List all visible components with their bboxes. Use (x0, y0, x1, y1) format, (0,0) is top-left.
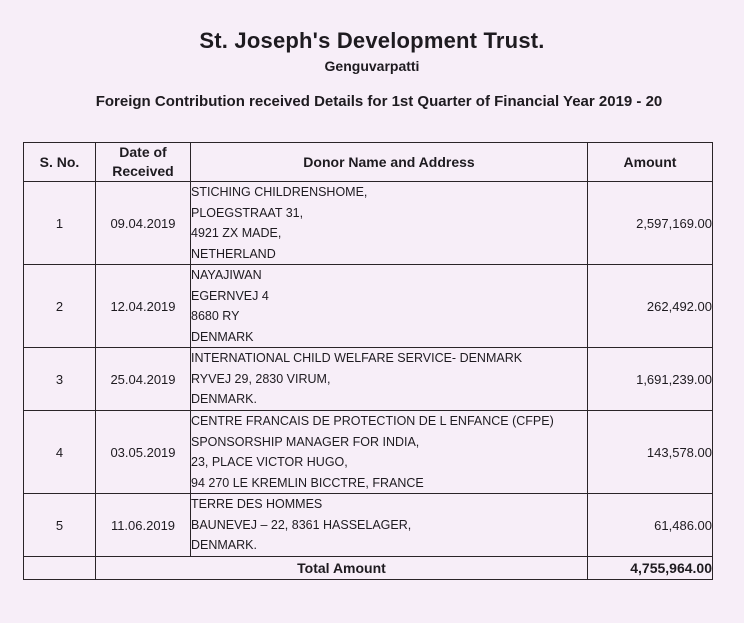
column-header-amount: Amount (588, 143, 713, 182)
row-donor (191, 494, 588, 557)
donor-line: BAUNEVEJ – 22, 8361 HASSELAGER, (191, 517, 412, 532)
donor-line: RYVEJ 29, 2830 VIRUM, (191, 371, 331, 386)
row-sno: 3 (24, 348, 96, 411)
column-header-donor: Donor Name and Address (191, 143, 588, 182)
row-amount: 262,492.00 (588, 265, 713, 348)
column-header-date (96, 143, 191, 182)
table-row (24, 265, 713, 348)
row-date: 03.05.2019 (96, 411, 191, 494)
column-header-date-line2: Received (112, 163, 174, 179)
table-row (24, 348, 713, 411)
column-header-date-line1: Date of (119, 144, 167, 160)
total-label: Total Amount (96, 557, 588, 580)
row-sno: 2 (24, 265, 96, 348)
donor-line: TERRE DES HOMMES (191, 497, 323, 511)
row-date: 11.06.2019 (96, 494, 191, 557)
row-amount: 1,691,239.00 (588, 348, 713, 411)
row-date: 09.04.2019 (96, 182, 191, 265)
contribution-table (23, 142, 713, 580)
row-date: 25.04.2019 (96, 348, 191, 411)
row-donor (191, 411, 588, 494)
donor-line: PLOEGSTRAAT 31, (191, 205, 304, 220)
report-title: Foreign Contribution received Details for 1st Quarter of Financial Year 2019 - 20 (95, 93, 663, 110)
donor-line: 94 270 LE KREMLIN BICCTRE, FRANCE (191, 475, 424, 490)
donor-line: 8680 RY (191, 309, 240, 323)
donor-line: EGERNVEJ 4 (191, 288, 269, 303)
row-amount: 61,486.00 (588, 494, 713, 557)
column-header-sno: S. No. (24, 143, 96, 182)
table-row (24, 411, 713, 494)
donor-line: DENMARK (191, 329, 254, 344)
total-empty-cell (24, 557, 96, 580)
row-donor (191, 348, 588, 411)
organization-title: St. Joseph's Development Trust. (199, 28, 545, 53)
row-sno: 1 (24, 182, 96, 265)
row-amount: 2,597,169.00 (588, 182, 713, 265)
total-value: 4,755,964.00 (588, 557, 713, 580)
row-date: 12.04.2019 (96, 265, 191, 348)
donor-line: DENMARK. (191, 392, 257, 406)
donor-line: DENMARK. (191, 538, 257, 552)
total-row (24, 557, 713, 580)
donor-line: NAYAJIWAN (191, 268, 262, 282)
row-amount: 143,578.00 (588, 411, 713, 494)
donor-line: 23, PLACE VICTOR HUGO, (191, 455, 348, 469)
table-row (24, 494, 713, 557)
row-sno: 4 (24, 411, 96, 494)
organization-location: Genguvarpatti (324, 58, 420, 74)
donor-line: CENTRE FRANCAIS DE PROTECTION DE L ENFANCE (CFPE) (191, 414, 554, 428)
table-header-row (24, 143, 713, 182)
donor-line: STICHING CHILDRENSHOME, (191, 185, 368, 199)
donor-line: NETHERLAND (191, 246, 276, 261)
row-donor (191, 265, 588, 348)
donor-line: 4921 ZX MADE, (191, 226, 282, 240)
row-donor (191, 182, 588, 265)
donor-line: INTERNATIONAL CHILD WELFARE SERVICE- DENMARK (191, 351, 523, 365)
donor-line: SPONSORSHIP MANAGER FOR INDIA, (191, 434, 420, 449)
table-row (24, 182, 713, 265)
row-sno: 5 (24, 494, 96, 557)
